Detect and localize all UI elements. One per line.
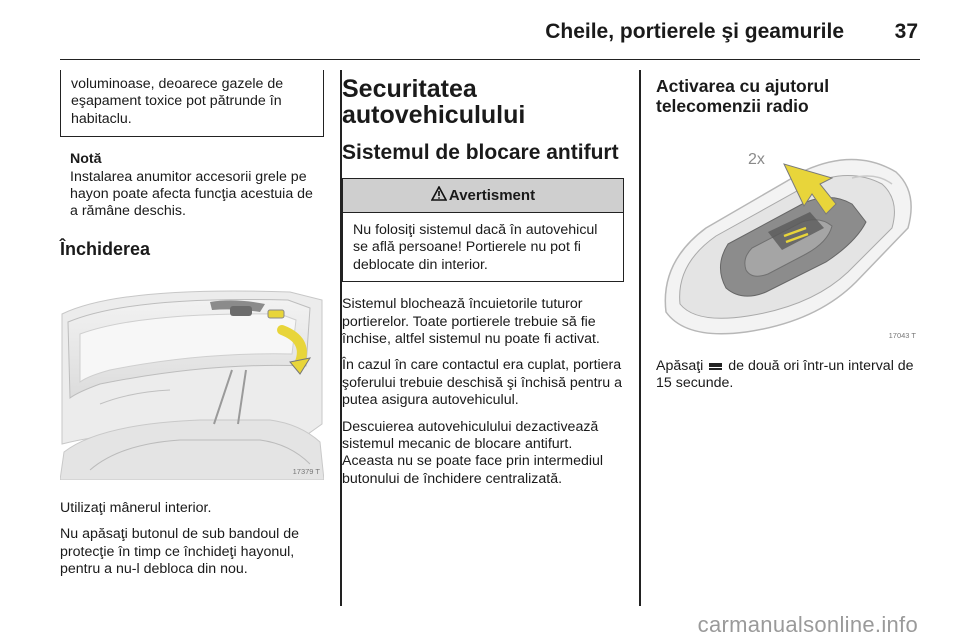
tailgate-illustration [60,274,324,480]
warning-continuation-text: voluminoase, deoarece gazele de eşapament toxice pot pătrunde în habitaclu. [71,76,284,127]
remote-key-illustration [656,132,920,344]
press-count-label: 2x [748,151,765,168]
tailgate-drawing [60,274,324,480]
image-number: 17043 T [888,331,916,340]
section-title-antitheft: Sistemul de blocare antifurt [342,141,619,164]
page-number: 37 [894,20,918,43]
image-number: 17379 T [292,466,320,476]
page-header [60,14,920,60]
warning-triangle-icon [431,186,447,205]
header-title: Cheile, portierele şi geamurile [545,20,844,43]
warning-body [343,213,623,281]
watermark: carmanualsonline.info [697,612,918,637]
note-text: Instalarea anumitor accesorii grele pe hayon poate afecta funcţia acestuia de a rămâne deschis. [70,168,313,220]
note-title: Notă [70,151,102,168]
text-after-icon: de două ori într-un interval de 15 secunde. [656,358,914,392]
warning-title: Avertisment [448,187,536,204]
note [60,151,324,221]
column-3 [656,70,922,393]
text-before-icon: Apăsaţi [656,358,704,374]
warning-text: Nu folosiţi sistemul dacă în autovehicul se află persoane! Portierele nu pot fi deblocate din interior. [353,222,598,273]
remote-key-drawing [656,132,920,344]
paragraph: Utilizaţi mânerul interior. [60,499,212,516]
column-1 [60,70,324,578]
paragraph [656,358,922,393]
column-2 [342,70,624,488]
paragraph: În cazul în care contactul era cuplat, portiera şoferului trebuie deschisă şi închisă pentru a putea asigura autovehiculul. [342,357,622,409]
section-title-closing: Închiderea [60,238,151,259]
warning-header [343,179,623,213]
warning-continuation-box [60,70,324,137]
paragraph: Sistemul blochează încuietorile tuturor portierelor. Toate portierele trebuie să fie închise, altfel sistemul nu poate fi activat. [342,296,600,348]
section-title-remote: Activarea cu ajutorul telecomenzii radio [656,76,830,116]
column-divider [639,70,641,606]
paragraph: Descuierea autovehiculului dezactivează sistemul mecanic de blocare antifurt. Aceasta nu se poate face prin intermediul butonului de închidere centralizată. [342,418,604,487]
warning-box [342,178,624,282]
lock-key-icon [709,363,722,370]
paragraph: Nu apăsaţi butonul de sub bandoul de protecţie în timp ce închideţi hayonul, pentru a nu-l debloca din nou. [60,526,300,578]
chapter-title: Securitatea autovehiculului [342,75,526,129]
